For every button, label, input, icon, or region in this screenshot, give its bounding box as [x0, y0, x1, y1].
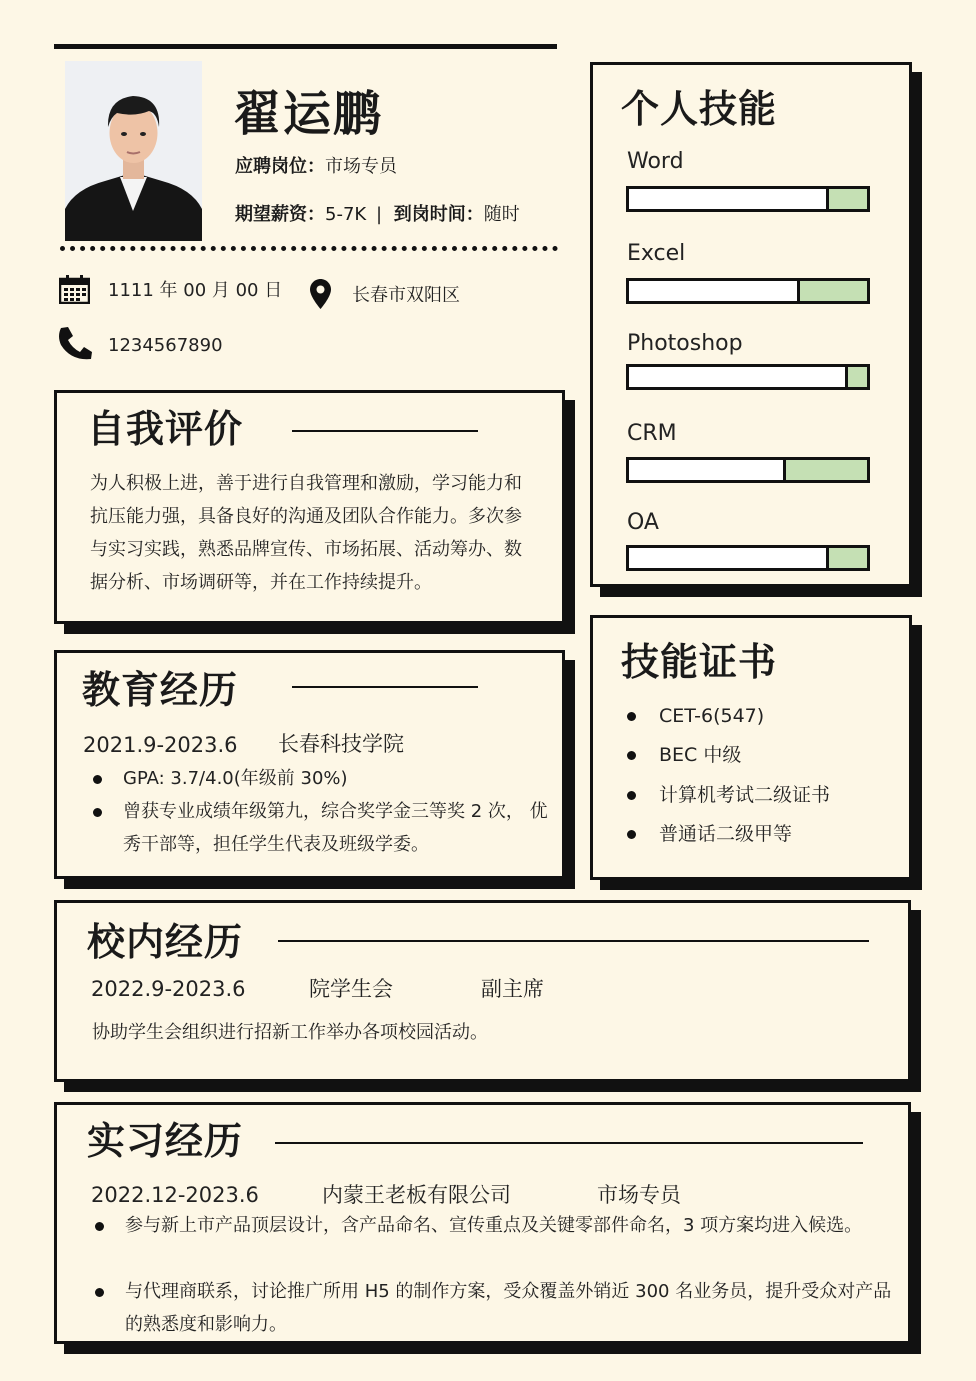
skill-bar	[626, 545, 870, 571]
self-eval-text: 为人积极上进，善于进行自我管理和激励，学习能力和抗压能力强，具备良好的沟通及团队合作能力。多次参与实习实践，熟悉品牌宣传、市场拓展、活动筹办、数据分析、市场调研等，并在工作持续提升。	[90, 473, 522, 593]
certificate-item: 计算机考试二级证书	[659, 781, 830, 809]
skill-label: Photoshop	[627, 331, 743, 356]
certificate-item: 普通话二级甲等	[659, 820, 792, 848]
location-pin-icon	[310, 279, 331, 309]
skill-label: CRM	[627, 421, 677, 446]
phone-number: 1234567890	[108, 335, 223, 354]
internship-bullet: 与代理商联系，讨论推广所用 H5 的制作方案，受众覆盖外销近 300 名业务员，提升受众对产品的熟悉度和影响力。	[125, 1275, 895, 1341]
title-rule	[278, 940, 869, 942]
self-eval-title: 自我评价	[87, 407, 244, 451]
campus-card	[54, 900, 911, 1082]
internship-title: 实习经历	[87, 1119, 244, 1163]
skill-label: OA	[627, 510, 659, 535]
separator: |	[375, 204, 383, 225]
candidate-name: 翟运鹏	[233, 86, 384, 142]
internship-card	[54, 1102, 911, 1344]
skill-bar	[626, 278, 870, 304]
position-line	[235, 155, 397, 179]
phone-icon	[57, 326, 93, 360]
birthday: 1111 年 00 月 00 日	[108, 280, 283, 301]
campus-desc: 协助学生会组织进行招新工作举办各项校园活动。	[92, 1022, 488, 1043]
dotted-divider	[60, 246, 558, 251]
skill-label: Excel	[627, 241, 686, 266]
campus-title: 校内经历	[87, 920, 244, 964]
campus-role: 副主席	[481, 977, 544, 1001]
calendar-icon	[59, 275, 90, 304]
internship-period: 2022.12-2023.6	[91, 1183, 259, 1207]
skills-card	[590, 62, 912, 587]
internship-bullet: 参与新上市产品顶层设计，含产品命名、宣传重点及关键零部件命名，3 项方案均进入候选。	[125, 1209, 895, 1242]
location: 长春市双阳区	[352, 285, 460, 302]
skill-bar	[626, 457, 870, 483]
salary-label: 期望薪资：	[235, 204, 325, 225]
position-label: 应聘岗位：	[235, 156, 325, 177]
profile-photo	[65, 61, 202, 241]
company-name: 内蒙王老板有限公司	[322, 1183, 511, 1207]
top-bar	[54, 44, 557, 49]
arrival-label: 到岗时间：	[393, 204, 484, 225]
skill-bar	[626, 186, 870, 212]
certificate-item: BEC 中级	[659, 741, 741, 769]
campus-period: 2022.9-2023.6	[91, 977, 246, 1001]
education-title: 教育经历	[82, 668, 239, 712]
salary-value: 5-7K	[325, 204, 367, 225]
certificate-item: CET-6(547)	[659, 702, 764, 730]
skill-label: Word	[627, 149, 684, 174]
education-period: 2021.9-2023.6	[83, 733, 238, 757]
certificates-title: 技能证书	[621, 640, 778, 684]
skill-bar	[626, 364, 870, 390]
skills-title: 个人技能	[621, 87, 778, 131]
self-eval-card	[54, 390, 565, 624]
campus-org: 院学生会	[309, 977, 393, 1001]
title-rule	[292, 686, 478, 688]
school-name: 长春科技学院	[278, 732, 404, 756]
education-bullet: 曾获专业成绩年级第九，综合奖学金三等奖 2 次， 优秀干部等，担任学生代表及班级学委。	[123, 795, 548, 861]
internship-role: 市场专员	[597, 1183, 681, 1207]
title-rule	[275, 1142, 863, 1144]
education-card	[54, 650, 565, 879]
salary-line	[235, 203, 520, 227]
title-rule	[292, 430, 478, 432]
certificates-card	[590, 615, 912, 880]
arrival-value: 随时	[483, 204, 520, 225]
position-value: 市场专员	[325, 156, 397, 177]
education-bullet: GPA: 3.7/4.0(年级前 30%)	[123, 762, 348, 795]
